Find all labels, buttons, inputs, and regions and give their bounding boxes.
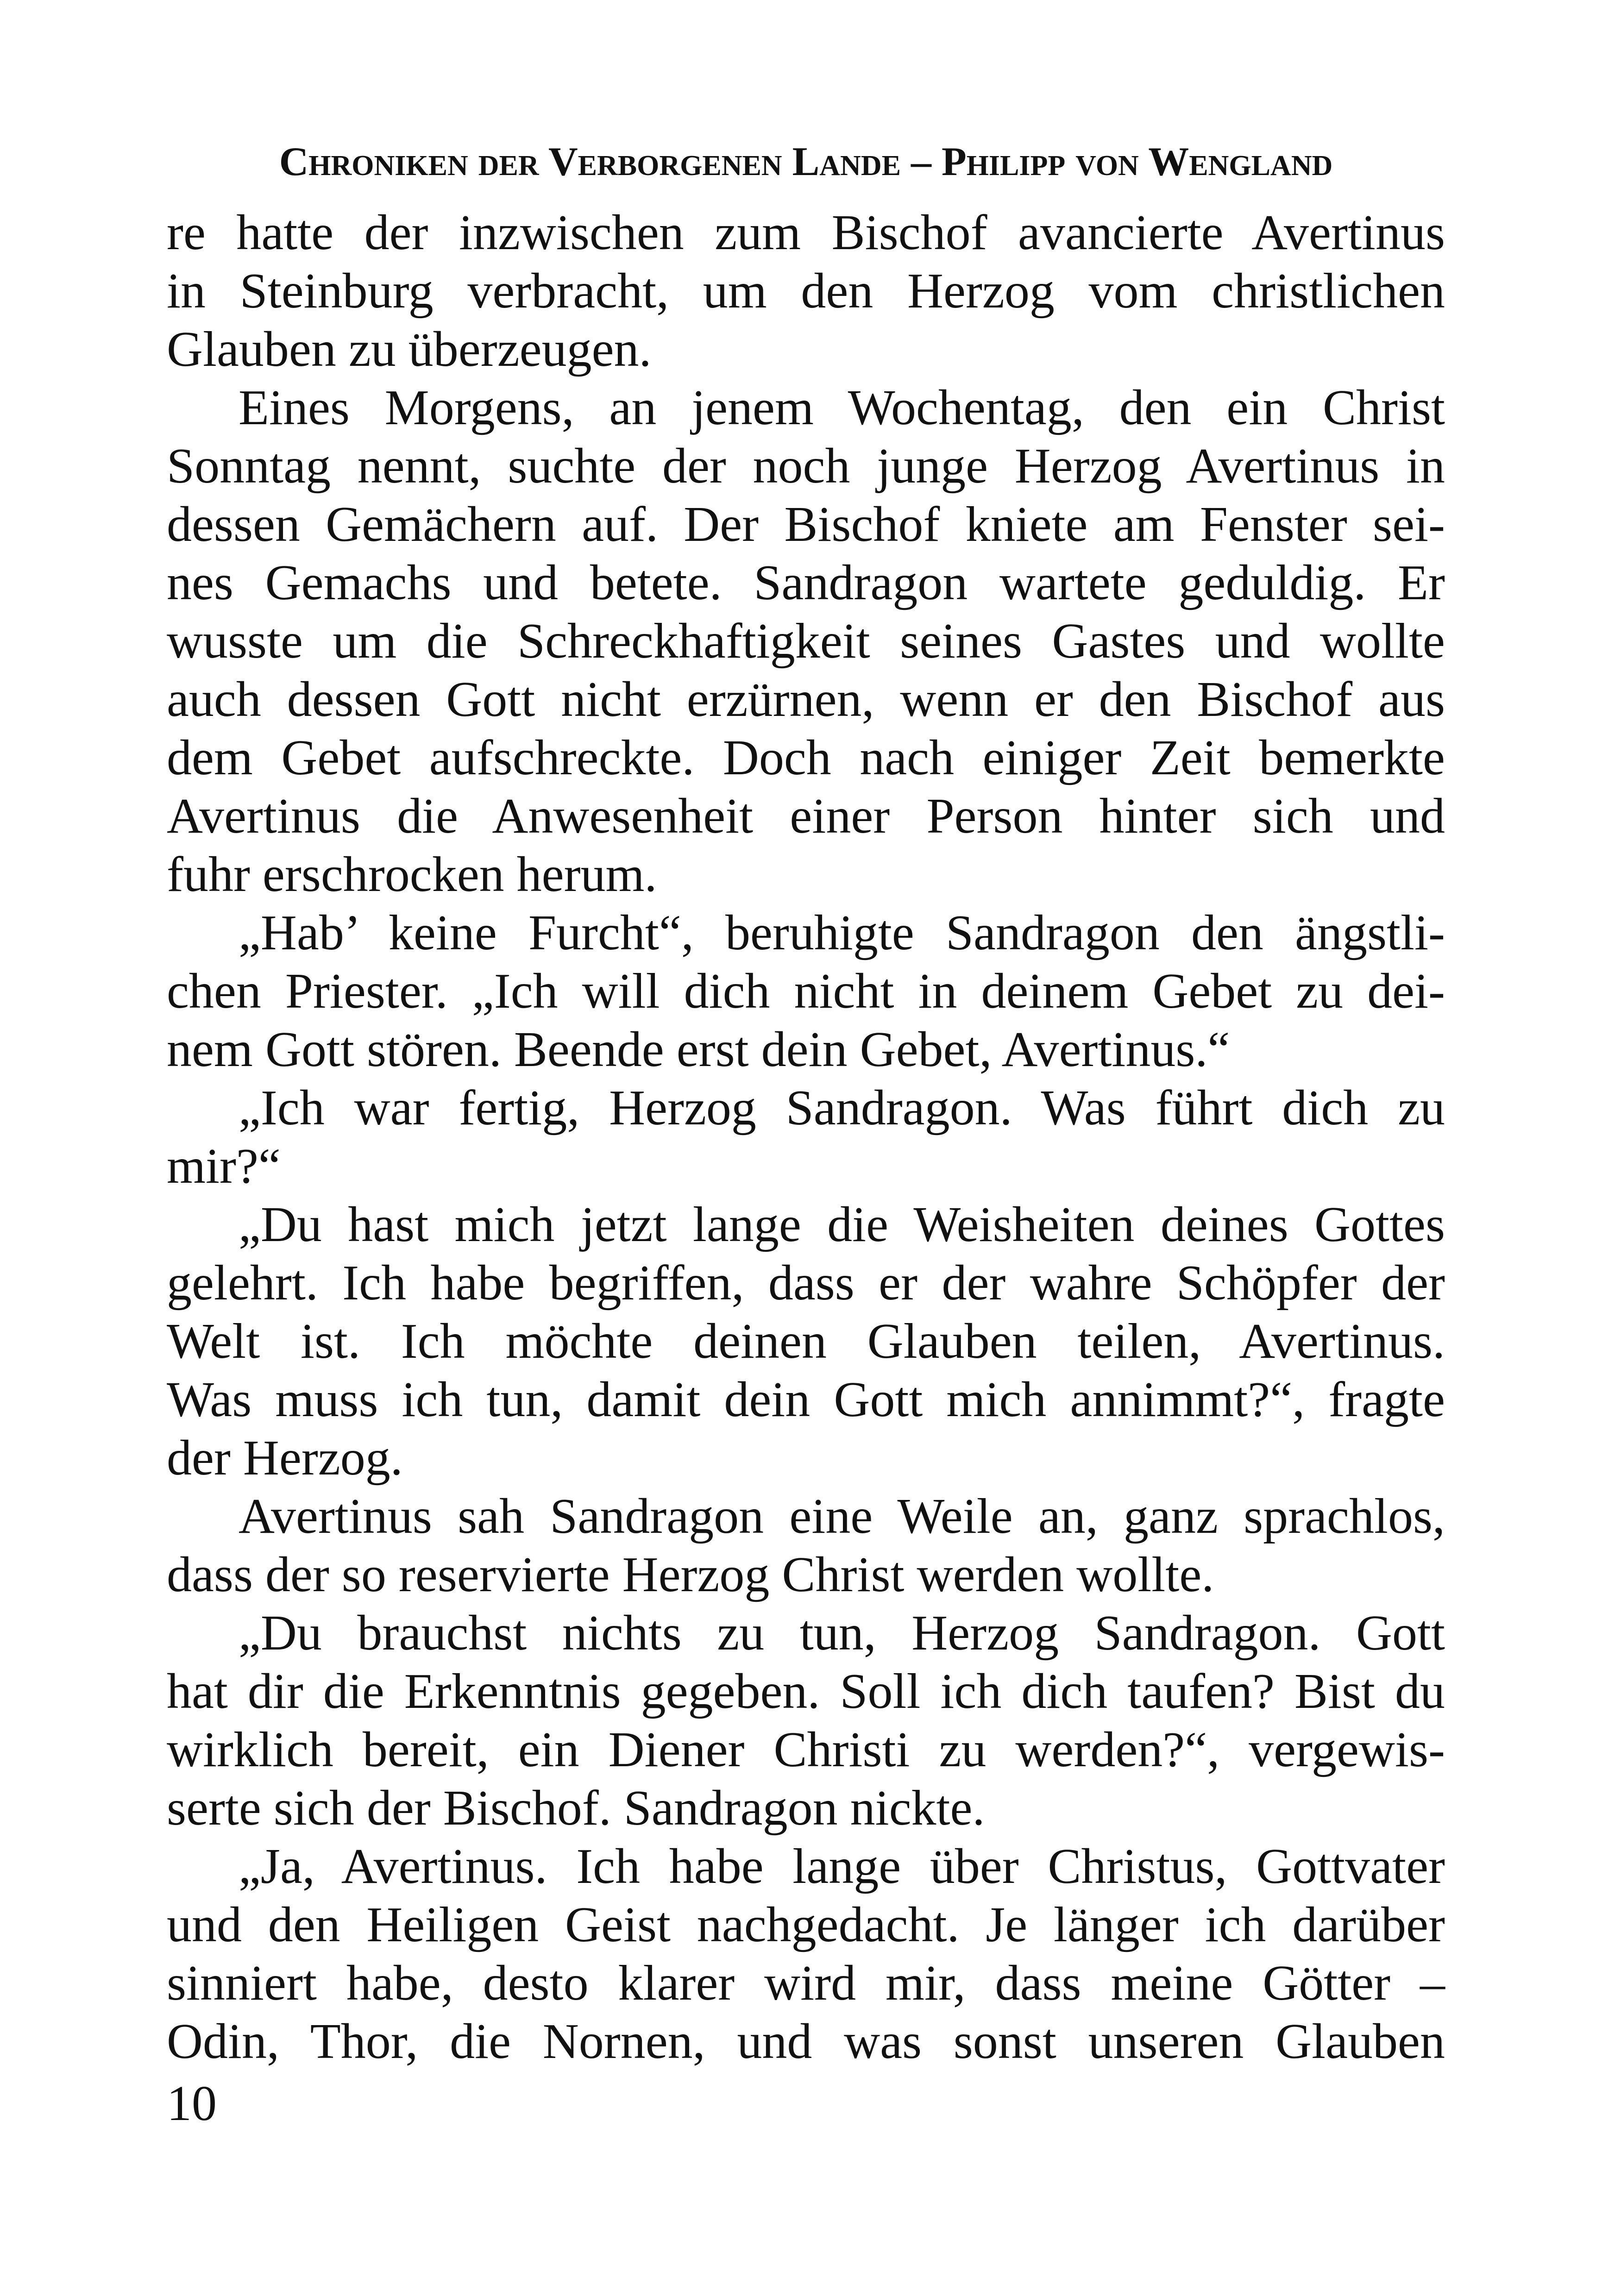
text-line: Sonntag nennt, suchte der noch junge Herzog Avertinus in [167,439,1445,494]
text-line: hat dir die Erkenntnis gegeben. Soll ich dich taufen? Bist du [167,1664,1445,1719]
text-line: sinniert habe, desto klarer wird mir, dass meine Götter – [167,1956,1445,2011]
text-line: dass der so reservierte Herzog Christ werden wollte. [167,1547,1214,1602]
text-line: „Ja, Avertinus. Ich habe lange über Christus, Gottvater [239,1839,1445,1894]
text-line: in Steinburg verbracht, um den Herzog vom christlichen [167,263,1445,319]
text-line: Avertinus sah Sandragon eine Weile an, ganz sprachlos, [239,1489,1445,1544]
text-line: chen Priester. „Ich will dich nicht in deinem Gebet zu dei- [167,964,1445,1019]
text-line: Odin, Thor, die Nornen, und was sonst unseren Glauben [167,2014,1445,2069]
text-line: re hatte der inzwischen zum Bischof avancierte Avertinus [167,205,1445,260]
text-line: Eines Morgens, an jenem Wochentag, den ein Christ [239,380,1445,435]
text-line: Was muss ich tun, damit dein Gott mich annimmt?“, fragte [167,1372,1445,1427]
text-line: nem Gott stören. Beende erst dein Gebet, Avertinus.“ [167,1022,1230,1077]
text-line: wusste um die Schreckhaftigkeit seines Gastes und wollte [167,614,1445,669]
text-line: auch dessen Gott nicht erzürnen, wenn er den Bischof aus [167,672,1445,727]
text-line: wirklich bereit, ein Diener Christi zu werden?“, vergewis- [167,1722,1445,1777]
text-line: fuhr erschrocken herum. [167,847,657,902]
text-line: gelehrt. Ich habe begriffen, dass er der wahre Schöpfer der [167,1255,1445,1311]
running-header: Chroniken der Verborgenen Lande – Philipp von Wengland [279,139,1333,184]
text-line: „Du hast mich jetzt lange die Weisheiten deines Gottes [239,1197,1445,1252]
page-number: 10 [167,2076,217,2131]
text-line: dem Gebet aufschreckte. Doch nach einiger Zeit bemerkte [167,730,1445,785]
body-text [167,204,1445,2071]
text-line: Avertinus die Anwesenheit einer Person hinter sich und [167,789,1445,844]
text-line: Glauben zu überzeugen. [167,322,652,377]
text-line: „Ich war fertig, Herzog Sandragon. Was führt dich zu [239,1080,1445,1135]
text-line: „Du brauchst nichts zu tun, Herzog Sandragon. Gott [239,1606,1445,1661]
text-line: dessen Gemächern auf. Der Bischof kniete am Fenster sei- [167,497,1445,552]
text-line: der Herzog. [167,1430,403,1486]
text-line: Welt ist. Ich möchte deinen Glauben teilen, Avertinus. [167,1314,1445,1369]
text-line: mir?“ [167,1139,281,1194]
text-line: und den Heiligen Geist nachgedacht. Je länger ich darüber [167,1897,1445,1952]
text-line: serte sich der Bischof. Sandragon nickte. [167,1781,985,1836]
text-line: „Hab’ keine Furcht“, beruhigte Sandragon den ängstli- [239,905,1445,960]
text-line: nes Gemachs und betete. Sandragon wartete geduldig. Er [167,555,1445,610]
